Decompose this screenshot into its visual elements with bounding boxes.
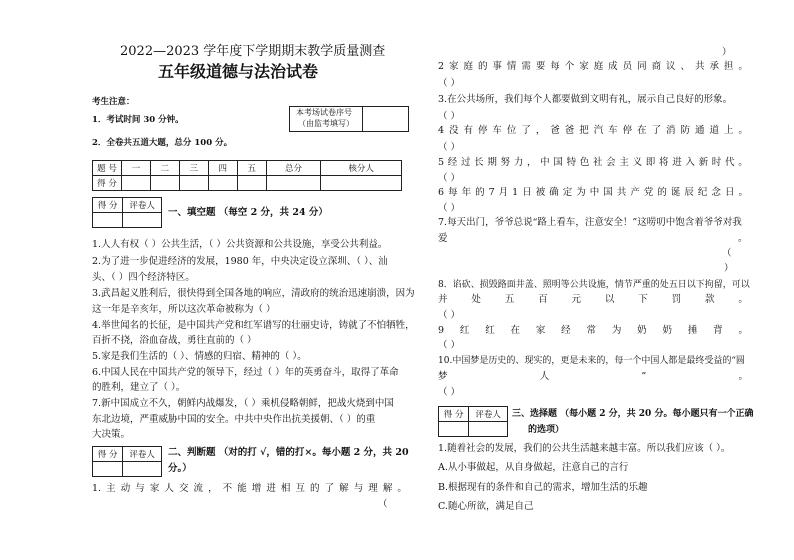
fill-q7-line2: 东北边境，严重威胁中国的安全。中共中央作出抗美援朝、（ ）的重 — [92, 414, 376, 425]
score-cell[interactable] — [179, 176, 208, 191]
grader-reviewer-cell[interactable] — [123, 462, 162, 477]
grader-box-1 — [92, 197, 162, 228]
judge-q8-paren: （ ） — [438, 310, 461, 321]
sentence-char: 产 — [630, 187, 640, 198]
sentence-char: ” — [641, 371, 647, 382]
score-table-header-row — [93, 161, 402, 176]
sentence-char: 家 — [579, 61, 589, 72]
seat-number-box — [289, 106, 409, 132]
sentence-char: 互 — [295, 483, 305, 494]
judge-q7-paren-open: （ — [722, 248, 732, 259]
fill-q4-line1: 4.举世闻名的长征，是中国共产党和红军谱写的壮丽史诗，铸就了不怕牺牲， — [92, 320, 415, 331]
sentence-char: 5 — [438, 157, 445, 168]
sentence-char: 成 — [608, 61, 618, 72]
score-table-header: 题 号 — [93, 161, 122, 176]
sentence-char: 每 — [448, 187, 458, 198]
sentence-char: 。 — [738, 325, 748, 336]
sentence-char: 以 — [604, 294, 615, 305]
sentence-char: 道 — [709, 125, 719, 136]
sentence-char: 解 — [339, 483, 349, 494]
sentence-char: 期 — [487, 157, 497, 168]
grader-reviewer-label: 评卷人 — [123, 198, 162, 213]
score-cell[interactable] — [150, 176, 179, 191]
judge-q6 — [438, 187, 748, 199]
section2-title-line2: 分。） — [168, 463, 192, 474]
fill-q6-line1: 6.中国人民在中国共产党的领导下，经过（ ）年的英勇奋斗，取得了革命 — [92, 367, 399, 378]
sentence-char: 下 — [638, 294, 648, 305]
seat-box-line2: （由监考填写） — [298, 119, 354, 128]
sentence-char: 。 — [738, 157, 748, 168]
sentence-char: 。 — [738, 187, 748, 198]
sentence-char: 经 — [561, 325, 571, 336]
fill-q2-line2: 头、（ ）四个经济特区。 — [92, 272, 195, 283]
score-cell[interactable] — [321, 176, 402, 191]
sentence-char: 理 — [368, 483, 378, 494]
section3-title-line2: 的选项） — [528, 425, 565, 435]
sentence-char: 的 — [475, 187, 485, 198]
fill-q1: 1.人人有权（ ）公共生活，（ ）公共资源和公共设施，享受公共利益。 — [92, 239, 388, 250]
sentence-char: 国 — [553, 157, 563, 168]
sentence-char: 需 — [521, 61, 531, 72]
sentence-char: 担 — [723, 61, 734, 72]
sentence-char: 努 — [500, 157, 511, 168]
sentence-char: 五 — [504, 294, 515, 305]
sentence-char: 与 — [135, 483, 145, 494]
sentence-char: 人 — [539, 371, 550, 382]
sentence-char: 党 — [643, 187, 654, 198]
score-cell[interactable] — [122, 176, 151, 191]
grader-reviewer-label: 评卷人 — [469, 407, 508, 422]
sentence-char: 代 — [725, 157, 735, 168]
sentence-char: 庭 — [593, 61, 604, 72]
judge-q7-line1: 7.每天出门，爷爷总说“路上看车，注意安全！”这唠叨中饱含着爷爷对我 — [438, 217, 742, 228]
fill-q4-line2: 百折不挠，浴血奋战，勇往直前的（ ） — [92, 335, 257, 346]
sentence-char: 停 — [622, 125, 633, 136]
exam-subtitle: 五年级道德与法治试卷 — [158, 62, 319, 81]
sentence-char: 庭 — [463, 61, 473, 72]
sentence-char: 奶 — [637, 325, 647, 336]
sentence-char: 中 — [589, 187, 600, 198]
grader-box-2 — [92, 446, 162, 477]
sentence-char: 款 — [705, 294, 715, 305]
sentence-char: 并 — [438, 294, 448, 305]
grader-reviewer-label: 评卷人 — [123, 447, 162, 462]
sentence-char: 日 — [724, 187, 735, 198]
score-cell[interactable] — [266, 176, 321, 191]
score-table-header: 三 — [179, 161, 208, 176]
sentence-char: 承 — [709, 61, 719, 72]
judge-q10-line2 — [438, 371, 748, 383]
sentence-char: 奶 — [662, 325, 672, 336]
sentence-char: 动 — [120, 483, 131, 494]
judge-q10-paren: （ ） — [438, 387, 461, 398]
score-table-header: 一 — [122, 161, 151, 176]
score-table-score-row — [93, 176, 402, 191]
sentence-char: 将 — [658, 157, 669, 168]
sentence-char: 社 — [592, 157, 603, 168]
sentence-char: 主 — [106, 483, 116, 494]
section2-title-line1: 二、判断题 （对的打 √，错的打×。每小题 2 分，共 20 — [168, 447, 409, 458]
sentence-char: 在 — [510, 325, 521, 336]
sentence-char: 相 — [280, 483, 291, 494]
grader-score-cell[interactable] — [93, 213, 123, 228]
sentence-char: 人 — [164, 483, 174, 494]
sentence-char: 爸 — [564, 125, 575, 136]
sentence-char: 经 — [447, 157, 458, 168]
sentence-char: 消 — [666, 125, 676, 136]
sentence-char: 交 — [178, 483, 189, 494]
judge-q2-paren: （ ） — [438, 78, 461, 89]
sentence-char: 7 — [488, 187, 495, 198]
judge-q1-paren: （ — [378, 499, 388, 510]
sentence-char: 位 — [506, 125, 517, 136]
choice-q1-option-b[interactable]: B.根据现有的条件和自己的需求，增加生活的乐趣 — [438, 482, 648, 493]
choice-q1-option-c[interactable]: C.随心所欲，满足自己 — [438, 501, 534, 512]
sentence-char: 特 — [566, 157, 577, 168]
sentence-char: 4 — [438, 125, 445, 136]
judge-q4 — [438, 125, 748, 137]
judge-q8-line2 — [438, 294, 748, 306]
judge-q4-paren: （ ） — [438, 142, 461, 153]
score-table-header: 核分人 — [321, 161, 402, 176]
fill-q3-line1: 3.武昌起义胜利后，很快得到全国各地的响应，清政府的统治迅速崩溃，因为 — [92, 288, 415, 299]
score-table-header: 总分 — [266, 161, 321, 176]
notice-item-1: 1．考试时间 30 分钟。 — [92, 115, 184, 125]
sentence-char: 同 — [637, 61, 647, 72]
sentence-char: 新 — [698, 157, 709, 168]
sentence-char: 了 — [651, 125, 662, 136]
judge-q1 — [92, 483, 407, 495]
sentence-char: 爸 — [550, 125, 560, 136]
grader-box-3 — [438, 406, 508, 437]
grader-reviewer-cell[interactable] — [469, 422, 508, 437]
sentence-char: 为 — [611, 325, 622, 336]
sentence-char: 家 — [535, 325, 546, 336]
sentence-char: 在 — [637, 125, 647, 136]
sentence-char: 红 — [485, 325, 495, 336]
sentence-char: ， — [208, 483, 218, 494]
fill-q3-line2: 这一年是辛亥年，所以这次革命被称为（ ） — [92, 304, 276, 315]
sentence-char: 没 — [449, 125, 459, 136]
sentence-char: 确 — [549, 187, 559, 198]
choice-q1: 1.随着社会的发展，我们的公共生活越来越丰富。所以我们应该（ ）。 — [438, 443, 731, 454]
sentence-char: 常 — [586, 325, 597, 336]
sentence-char: 个 — [564, 61, 575, 72]
sentence-char: 进 — [672, 157, 682, 168]
sentence-char: 处 — [471, 294, 481, 305]
sentence-char: 色 — [579, 157, 590, 168]
judge-q7-line2-end: 。 — [738, 233, 748, 244]
sentence-char: 的 — [657, 187, 667, 198]
sentence-char: 通 — [694, 125, 705, 136]
sentence-char: 停 — [477, 125, 488, 136]
sentence-char: 入 — [685, 157, 695, 168]
sentence-char: 解 — [382, 483, 393, 494]
section3-title-line1: 三、选择题 （每小题 2 分，共 20 分。每小题只有一个正确 — [512, 409, 754, 419]
sentence-char: 元 — [571, 294, 582, 305]
fill-q7-line3: 大决策。 — [92, 429, 131, 440]
sentence-char: 有 — [463, 125, 473, 136]
sentence-char: 时 — [711, 157, 722, 168]
judge-q6-paren: （ ） — [438, 203, 461, 214]
notice-item-2: 2．全卷共五道大题，总分 100 分。 — [92, 138, 233, 148]
sentence-char: 日 — [522, 187, 532, 198]
sentence-char: 会 — [606, 157, 616, 168]
sentence-char: 过 — [460, 157, 471, 168]
sentence-char: 梦 — [438, 371, 448, 382]
score-table-row-label: 得 分 — [93, 176, 122, 191]
grader-score-cell[interactable] — [93, 462, 123, 477]
sentence-char: 。 — [738, 125, 748, 136]
sentence-char: 月 — [498, 187, 509, 198]
fill-q5: 5.家是我们生活的（ ）、情感的归宿、精神的（ ）。 — [92, 351, 307, 362]
sentence-char: ， — [535, 125, 546, 136]
judge-q3: 3.在公共场所，我们每个人都要做到文明有礼，展示自己良好的形象。 — [438, 94, 733, 105]
sentence-char: 捶 — [687, 325, 698, 336]
judge-q5 — [438, 157, 748, 169]
sentence-char: 流 — [193, 483, 204, 494]
sentence-char: 共 — [694, 61, 705, 72]
sentence-char: ， — [526, 157, 537, 168]
sentence-char: 1. — [92, 483, 102, 494]
sentence-char: 国 — [603, 187, 613, 198]
grader-score-label: 得 分 — [439, 407, 469, 422]
grader-reviewer-cell[interactable] — [123, 213, 162, 228]
sentence-char: 。 — [738, 294, 748, 305]
score-cell[interactable] — [208, 176, 237, 191]
fill-q2-line1: 2.为了进一步促进经济的发展，1980 年，中央决定设立深圳、（ ）、汕 — [92, 256, 388, 267]
sentence-char: 念 — [711, 187, 721, 198]
sentence-char: 为 — [576, 187, 586, 198]
sentence-char: 、 — [680, 61, 691, 72]
sentence-char: 不 — [222, 483, 233, 494]
sentence-char: 。 — [397, 483, 407, 494]
sentence-char: 与 — [353, 483, 364, 494]
sentence-char: 定 — [562, 187, 573, 198]
sentence-char: 。 — [738, 371, 748, 382]
judge-q5-paren: （ ） — [438, 173, 461, 184]
sentence-char: 进 — [266, 483, 276, 494]
sentence-char: 义 — [632, 157, 643, 168]
sentence-char: 车 — [492, 125, 502, 136]
fill-q7-line1: 7.新中国成立不久，朝鲜内战爆发，（ ）乘机侵略朝鲜，把战火烧到中国 — [92, 398, 394, 409]
sentence-char: 把 — [579, 125, 589, 136]
sentence-char: 防 — [680, 125, 691, 136]
grader-score-label: 得 分 — [93, 447, 123, 462]
sentence-char: 事 — [492, 61, 502, 72]
notice-heading: 考生注意： — [92, 97, 135, 107]
judge-q7-line2: 爱 — [438, 233, 448, 244]
sentence-char: 每 — [550, 61, 560, 72]
sentence-char: 要 — [535, 61, 546, 72]
sentence-char: 长 — [474, 157, 484, 168]
sentence-char: 主 — [619, 157, 629, 168]
seat-box-line1: 本考场试卷序号 — [296, 108, 352, 117]
score-cell[interactable] — [237, 176, 266, 191]
sentence-char: 。 — [738, 61, 748, 72]
sentence-char: 百 — [538, 294, 548, 305]
sentence-char: 情 — [506, 61, 517, 72]
score-table — [92, 160, 402, 191]
judge-q3-paren: （ ） — [438, 111, 461, 122]
fill-q6-line2: 的胜利，建立了（ ）。 — [92, 382, 186, 393]
sentence-char: 商 — [651, 61, 662, 72]
sentence-char: 家 — [449, 61, 459, 72]
sentence-char: 车 — [608, 125, 618, 136]
sentence-char: 力 — [513, 157, 524, 168]
score-table-header: 四 — [208, 161, 237, 176]
grader-score-cell[interactable] — [439, 422, 469, 437]
judge-q2 — [438, 61, 748, 73]
sentence-char: 中 — [540, 157, 550, 168]
sentence-char: 了 — [521, 125, 531, 136]
sentence-char: 议 — [666, 61, 676, 72]
judge-q1-paren-close: ） — [722, 47, 732, 58]
judge-q9-paren: （ ） — [438, 340, 461, 351]
section1-title: 一、填空题 （每空 2 分，共 24 分） — [168, 207, 328, 218]
sentence-char: 了 — [324, 483, 335, 494]
sentence-char: 员 — [622, 61, 633, 72]
sentence-char: 背 — [713, 325, 723, 336]
sentence-char: 的 — [477, 61, 488, 72]
sentence-char: 汽 — [593, 125, 604, 136]
judge-q9 — [438, 325, 748, 337]
sentence-char: 红 — [459, 325, 470, 336]
sentence-char: 的 — [310, 483, 320, 494]
sentence-char: 能 — [237, 483, 247, 494]
sentence-char: 即 — [645, 157, 656, 168]
choice-q1-option-a[interactable]: A.从小事做起，从自身做起，注意自己的言行 — [438, 462, 629, 473]
exam-title: 2022—2023 学年度下学期期末教学质量测查 — [120, 44, 386, 59]
judge-q7-paren-close: ） — [724, 263, 734, 274]
score-table-header: 二 — [150, 161, 179, 176]
sentence-char: 诞 — [670, 187, 681, 198]
sentence-char: 纪 — [697, 187, 708, 198]
sentence-char: 上 — [723, 125, 734, 136]
sentence-char: 罚 — [671, 294, 682, 305]
judge-q8-line1: 8．谄砍、损毁路面井盖、照明等公共设施，情节严重的处五日以下拘留，可以 — [438, 280, 750, 290]
sentence-char: 家 — [149, 483, 160, 494]
sentence-char: 年 — [461, 187, 472, 198]
score-table-header: 五 — [237, 161, 266, 176]
sentence-char: 9 — [438, 325, 445, 336]
sentence-char: 被 — [535, 187, 546, 198]
sentence-char: 共 — [616, 187, 627, 198]
sentence-char: 增 — [251, 483, 262, 494]
sentence-char: 2 — [438, 61, 445, 72]
grader-score-label: 得 分 — [93, 198, 123, 213]
sentence-char: 6 — [438, 187, 445, 198]
sentence-char: 1 — [512, 187, 519, 198]
judge-q10-line1: 10.中国梦是历史的、现实的，更是未来的，每一个中国人都是最终受益的“圆 — [438, 356, 745, 366]
sentence-char: 辰 — [684, 187, 694, 198]
